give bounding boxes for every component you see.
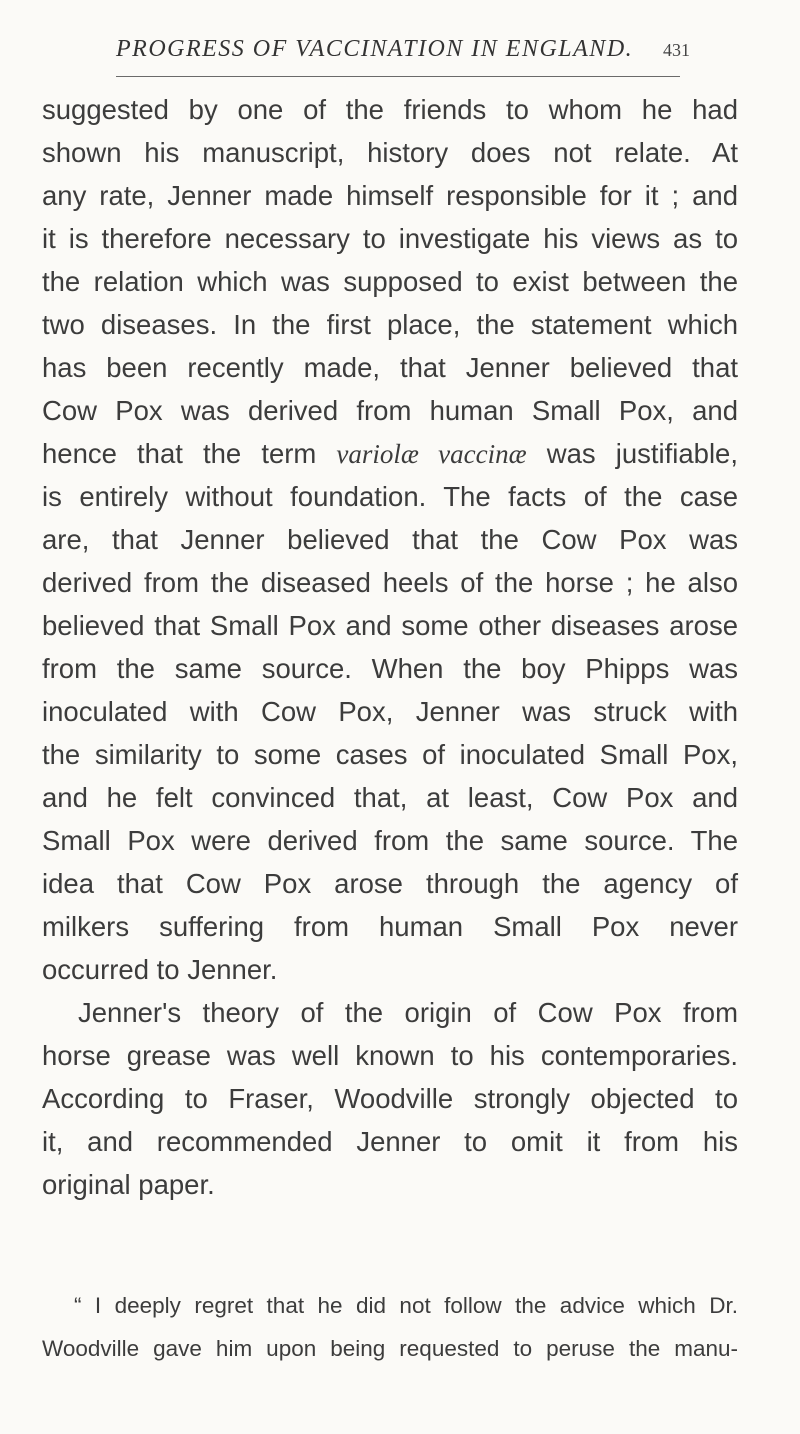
latin-term: variolæ vaccinæ xyxy=(336,439,527,469)
text-line: is entirely without foundation. The facts of the case xyxy=(42,481,738,512)
text-line: occurred to Jenner. xyxy=(42,954,278,985)
text-segment: hence that the term xyxy=(42,438,337,469)
quote-line: Woodville gave him upon being requested to peruse the manu- xyxy=(42,1336,738,1361)
body-text xyxy=(42,88,738,1206)
text-line: has been recently made, that Jenner believed that xyxy=(42,352,738,383)
text-line: horse grease was well known to his contemporaries. xyxy=(42,1040,738,1071)
text-line xyxy=(42,432,738,475)
paragraph-start-line: Jenner's theory of the origin of Cow Pox from xyxy=(78,997,738,1028)
page-number: 431 xyxy=(663,40,690,60)
text-line: idea that Cow Pox arose through the agency of xyxy=(42,868,738,899)
text-line: Cow Pox was derived from human Small Pox, and xyxy=(42,395,738,426)
text-line: suggested by one of the friends to whom he had xyxy=(42,94,738,125)
text-line: the relation which was supposed to exist between the xyxy=(42,266,738,297)
text-line: any rate, Jenner made himself responsible for it ; and xyxy=(42,180,738,211)
running-header xyxy=(116,36,690,77)
text-line: Small Pox were derived from the same source. The xyxy=(42,825,738,856)
block-quote xyxy=(42,1288,738,1374)
text-line: the similarity to some cases of inoculated Small Pox, xyxy=(42,739,738,770)
text-line: According to Fraser, Woodville strongly objected to xyxy=(42,1083,738,1114)
text-line: derived from the diseased heels of the horse ; he also xyxy=(42,567,738,598)
text-line: original paper. xyxy=(42,1169,215,1200)
text-segment: was justifiable, xyxy=(526,438,738,469)
text-line: milkers suffering from human Small Pox never xyxy=(42,911,738,942)
text-line: two diseases. In the first place, the statement which xyxy=(42,309,738,340)
quote-line: “ I deeply regret that he did not follow the advice which Dr. xyxy=(74,1293,738,1318)
text-line: believed that Small Pox and some other diseases arose xyxy=(42,610,738,641)
text-line: it, and recommended Jenner to omit it from his xyxy=(42,1126,738,1157)
text-line: and he felt convinced that, at least, Cow Pox and xyxy=(42,782,738,813)
text-line: inoculated with Cow Pox, Jenner was struck with xyxy=(42,696,738,727)
text-line: shown his manuscript, history does not relate. At xyxy=(42,137,738,168)
text-line: it is therefore necessary to investigate his views as to xyxy=(42,223,738,254)
running-head-title: PROGRESS OF VACCINATION IN ENGLAND. xyxy=(116,36,634,62)
text-line: are, that Jenner believed that the Cow Pox was xyxy=(42,524,738,555)
text-line: from the same source. When the boy Phipps was xyxy=(42,653,738,684)
